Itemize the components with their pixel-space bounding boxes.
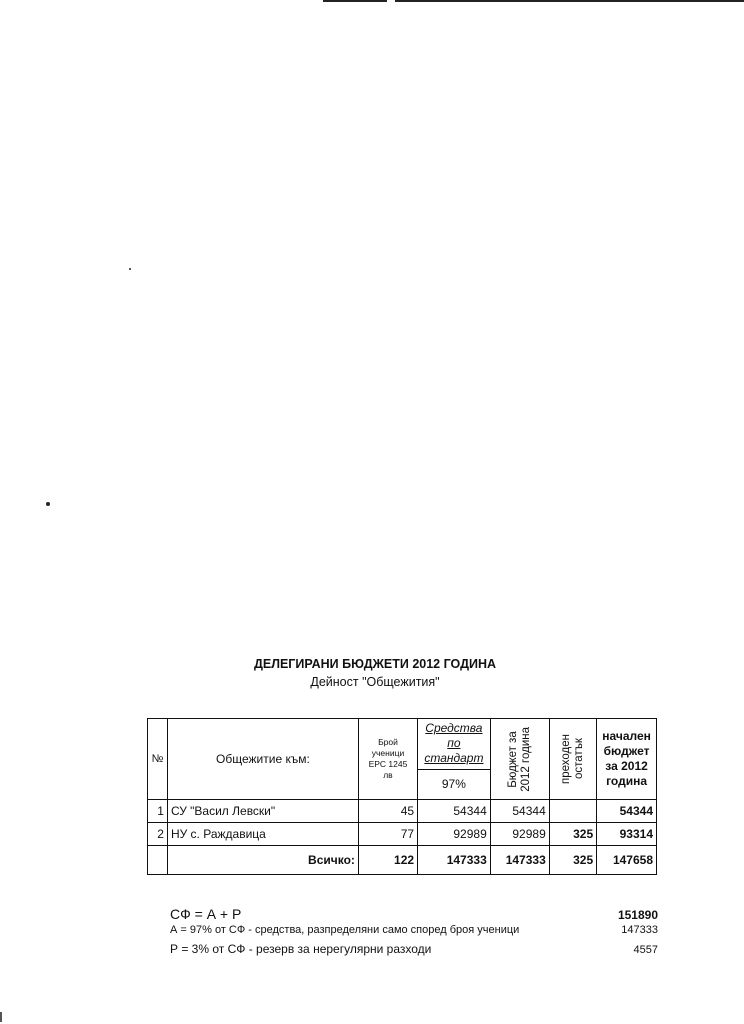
header-no: № xyxy=(148,719,168,800)
scan-top-line xyxy=(323,0,387,2)
row-budget: 92989 xyxy=(490,823,549,846)
total-carryover: 325 xyxy=(549,846,596,875)
formula-text: А = 97% от СФ - средства, разпределяни само според броя ученици xyxy=(170,924,520,936)
header-students: Брой ученици ЕРС 1245 лв xyxy=(358,719,417,800)
total-standard: 147333 xyxy=(418,846,491,875)
total-budget: 147333 xyxy=(490,846,549,875)
row-carryover xyxy=(549,800,596,823)
scan-speck xyxy=(46,502,50,506)
row-students: 45 xyxy=(358,800,417,823)
scan-top-line xyxy=(395,0,744,2)
row-standard: 92989 xyxy=(418,823,491,846)
table-row xyxy=(148,823,657,846)
row-name: СУ "Васил Левски" xyxy=(167,800,358,823)
row-name: НУ с. Раждавица xyxy=(167,823,358,846)
budget-table xyxy=(147,718,657,875)
row-no: 2 xyxy=(148,823,168,846)
total-row xyxy=(148,846,657,875)
header-dormitory: Общежитие към: xyxy=(167,719,358,800)
row-standard: 54344 xyxy=(418,800,491,823)
row-initial: 54344 xyxy=(597,800,657,823)
scan-edge-mark xyxy=(0,1012,2,1022)
formula-value: 151890 xyxy=(617,908,658,922)
header-budget-2012: Бюджет за 2012 година xyxy=(490,719,549,800)
row-carryover: 325 xyxy=(549,823,596,846)
total-label: Всичко: xyxy=(167,846,358,875)
total-initial: 147658 xyxy=(597,846,657,875)
row-budget: 54344 xyxy=(490,800,549,823)
total-no xyxy=(148,846,168,875)
formula-value: 4557 xyxy=(633,944,658,956)
header-initial-budget: начален бюджет за 2012 година xyxy=(597,719,657,800)
total-students: 122 xyxy=(358,846,417,875)
header-standard-pct: 97% xyxy=(418,769,491,799)
scan-speck xyxy=(129,268,131,270)
formula-text: Р = 3% от СФ - резерв за нерегулярни разходи xyxy=(170,942,432,956)
formula-line xyxy=(170,924,658,942)
formula-line xyxy=(170,906,658,924)
formula-line xyxy=(170,942,658,960)
header-carryover: преходен остатък xyxy=(549,719,596,800)
document-subtitle: Дейност "Общежития" xyxy=(310,675,440,689)
row-initial: 93314 xyxy=(597,823,657,846)
table-row xyxy=(148,800,657,823)
formula-block xyxy=(170,906,658,960)
row-students: 77 xyxy=(358,823,417,846)
header-standard: Средства по стандарт xyxy=(418,719,491,770)
formula-value: 147333 xyxy=(621,924,658,936)
row-no: 1 xyxy=(148,800,168,823)
formula-text: СФ = А + Р xyxy=(170,906,242,922)
document-title: ДЕЛЕГИРАНИ БЮДЖЕТИ 2012 ГОДИНА xyxy=(253,657,497,671)
header-row xyxy=(148,719,657,770)
